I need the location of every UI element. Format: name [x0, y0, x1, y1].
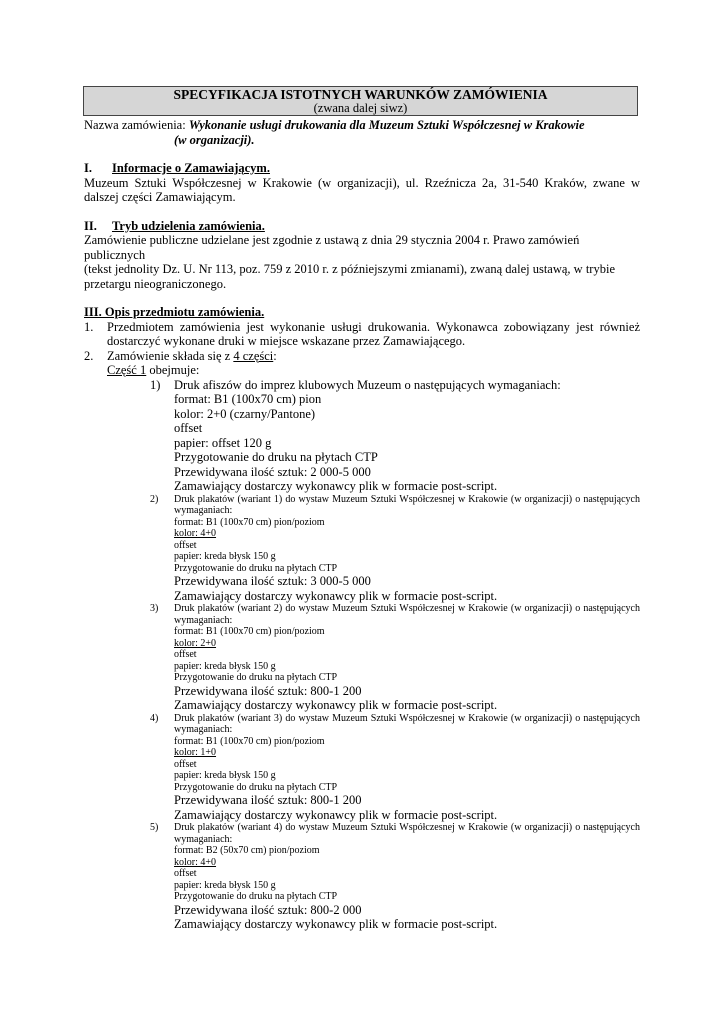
section-2-heading: II. Tryb udzielenia zamówienia.: [84, 218, 265, 233]
part-1-heading: Część 1 obejmuje:: [107, 363, 200, 377]
spec-item-5: 5) Druk plakatów (wariant 4) do wystaw Muzeum Sztuki Współczesnej w Krakowie (w organizacji) o następujących wymaganiach: format: B2 (50x70 cm) pion/poziom kolor: 4+0 offset papier: kreda błysk 150 g Przygotowanie do druku na płytach CTP Przewidywana ilość sztuk: 800-2 000 Zamawiający dostarczy wykonawcy plik w formacie post-script.: [150, 822, 640, 931]
section-2: [84, 219, 640, 292]
section-1: [84, 161, 640, 205]
order-name: [84, 118, 640, 147]
section-3: [84, 305, 640, 932]
spec-item-4: 4) Druk plakatów (wariant 3) do wystaw Muzeum Sztuki Współczesnej w Krakowie (w organizacji) o następujących wymaganiach: format: B1 (100x70 cm) pion/poziom kolor: 1+0 offset papier: kreda błysk 150 g Przygotowanie do druku na płytach CTP Przewidywana ilość sztuk: 800-1 200 Zamawiający dostarczy wykonawcy plik w formacie post-script.: [150, 712, 640, 822]
section-2-line: Zamówienie publiczne udzielane jest zgodnie z ustawą z dnia 29 stycznia 2004 r. Prawo zamówień publicznych: [84, 233, 580, 262]
document-body: [84, 118, 640, 932]
spec-item-1: 1) Druk afiszów do imprez klubowych Muzeum o następujących wymaganiach: format: B1 (100x70 cm) pion kolor: 2+0 (czarny/Pantone) offset papier: offset 120 g Przygotowanie do druku na płytach CTP Przewidywana ilość sztuk: 2 000-5 000 Zamawiający dostarczy wykonawcy plik w formacie post-script.: [150, 377, 561, 493]
order-name-label: Nazwa zamówienia:: [84, 118, 186, 132]
section-2-line: (tekst jednolity Dz. U. Nr 113, poz. 759 z 2010 r. z późniejszymi zmianami), zwaną dalej ustawą, w trybie: [84, 262, 615, 276]
spec-item-2: 2) Druk plakatów (wariant 1) do wystaw Muzeum Sztuki Współczesnej w Krakowie (w organizacji) o następujących wymaganiach: format: B1 (100x70 cm) pion/poziom kolor: 4+0 offset papier: kreda błysk 150 g Przygotowanie do druku na płytach CTP Przewidywana ilość sztuk: 3 000-5 000 Zamawiający dostarczy wykonawcy plik w formacie post-script.: [150, 493, 640, 603]
document-title: SPECYFIKACJA ISTOTNYCH WARUNKÓW ZAMÓWIENIA: [173, 87, 548, 102]
order-name-value: Wykonanie usługi drukowania dla Muzeum Sztuki Współczesnej w Krakowie: [188, 118, 585, 132]
spec-item-3: 3) Druk plakatów (wariant 2) do wystaw Muzeum Sztuki Współczesnej w Krakowie (w organizacji) o następujących wymaganiach: format: B1 (100x70 cm) pion/poziom kolor: 2+0 offset papier: kreda błysk 150 g Przygotowanie do druku na płytach CTP Przewidywana ilość sztuk: 800-1 200 Zamawiający dostarczy wykonawcy plik w formacie post-script.: [150, 603, 640, 712]
section-3-heading: III. Opis przedmiotu zamówienia.: [84, 305, 265, 319]
order-name-value-cont: (w organizacji).: [174, 132, 255, 147]
document-subtitle: (zwana dalej siwz): [313, 101, 408, 115]
section-1-text: Muzeum Sztuki Współczesnej w Krakowie (w organizacji), ul. Rzeźnicza 2a, 31-540 Kraków, zwane w dalszej części Zamawiającym.: [84, 175, 640, 204]
list-item: 2. Zamówienie składa się z 4 części:: [84, 348, 277, 363]
list-item: 1. Przedmiotem zamówienia jest wykonanie usługi drukowania. Wykonawca zobowiązany jest również dostarczyć wykonane druki w miejsce wskazane przez Zamawiającego.: [84, 319, 640, 348]
title-box: [83, 86, 638, 116]
section-2-line: przetargu nieograniczonego.: [84, 276, 227, 291]
section-1-heading: I. Informacje o Zamawiającym.: [84, 161, 270, 175]
